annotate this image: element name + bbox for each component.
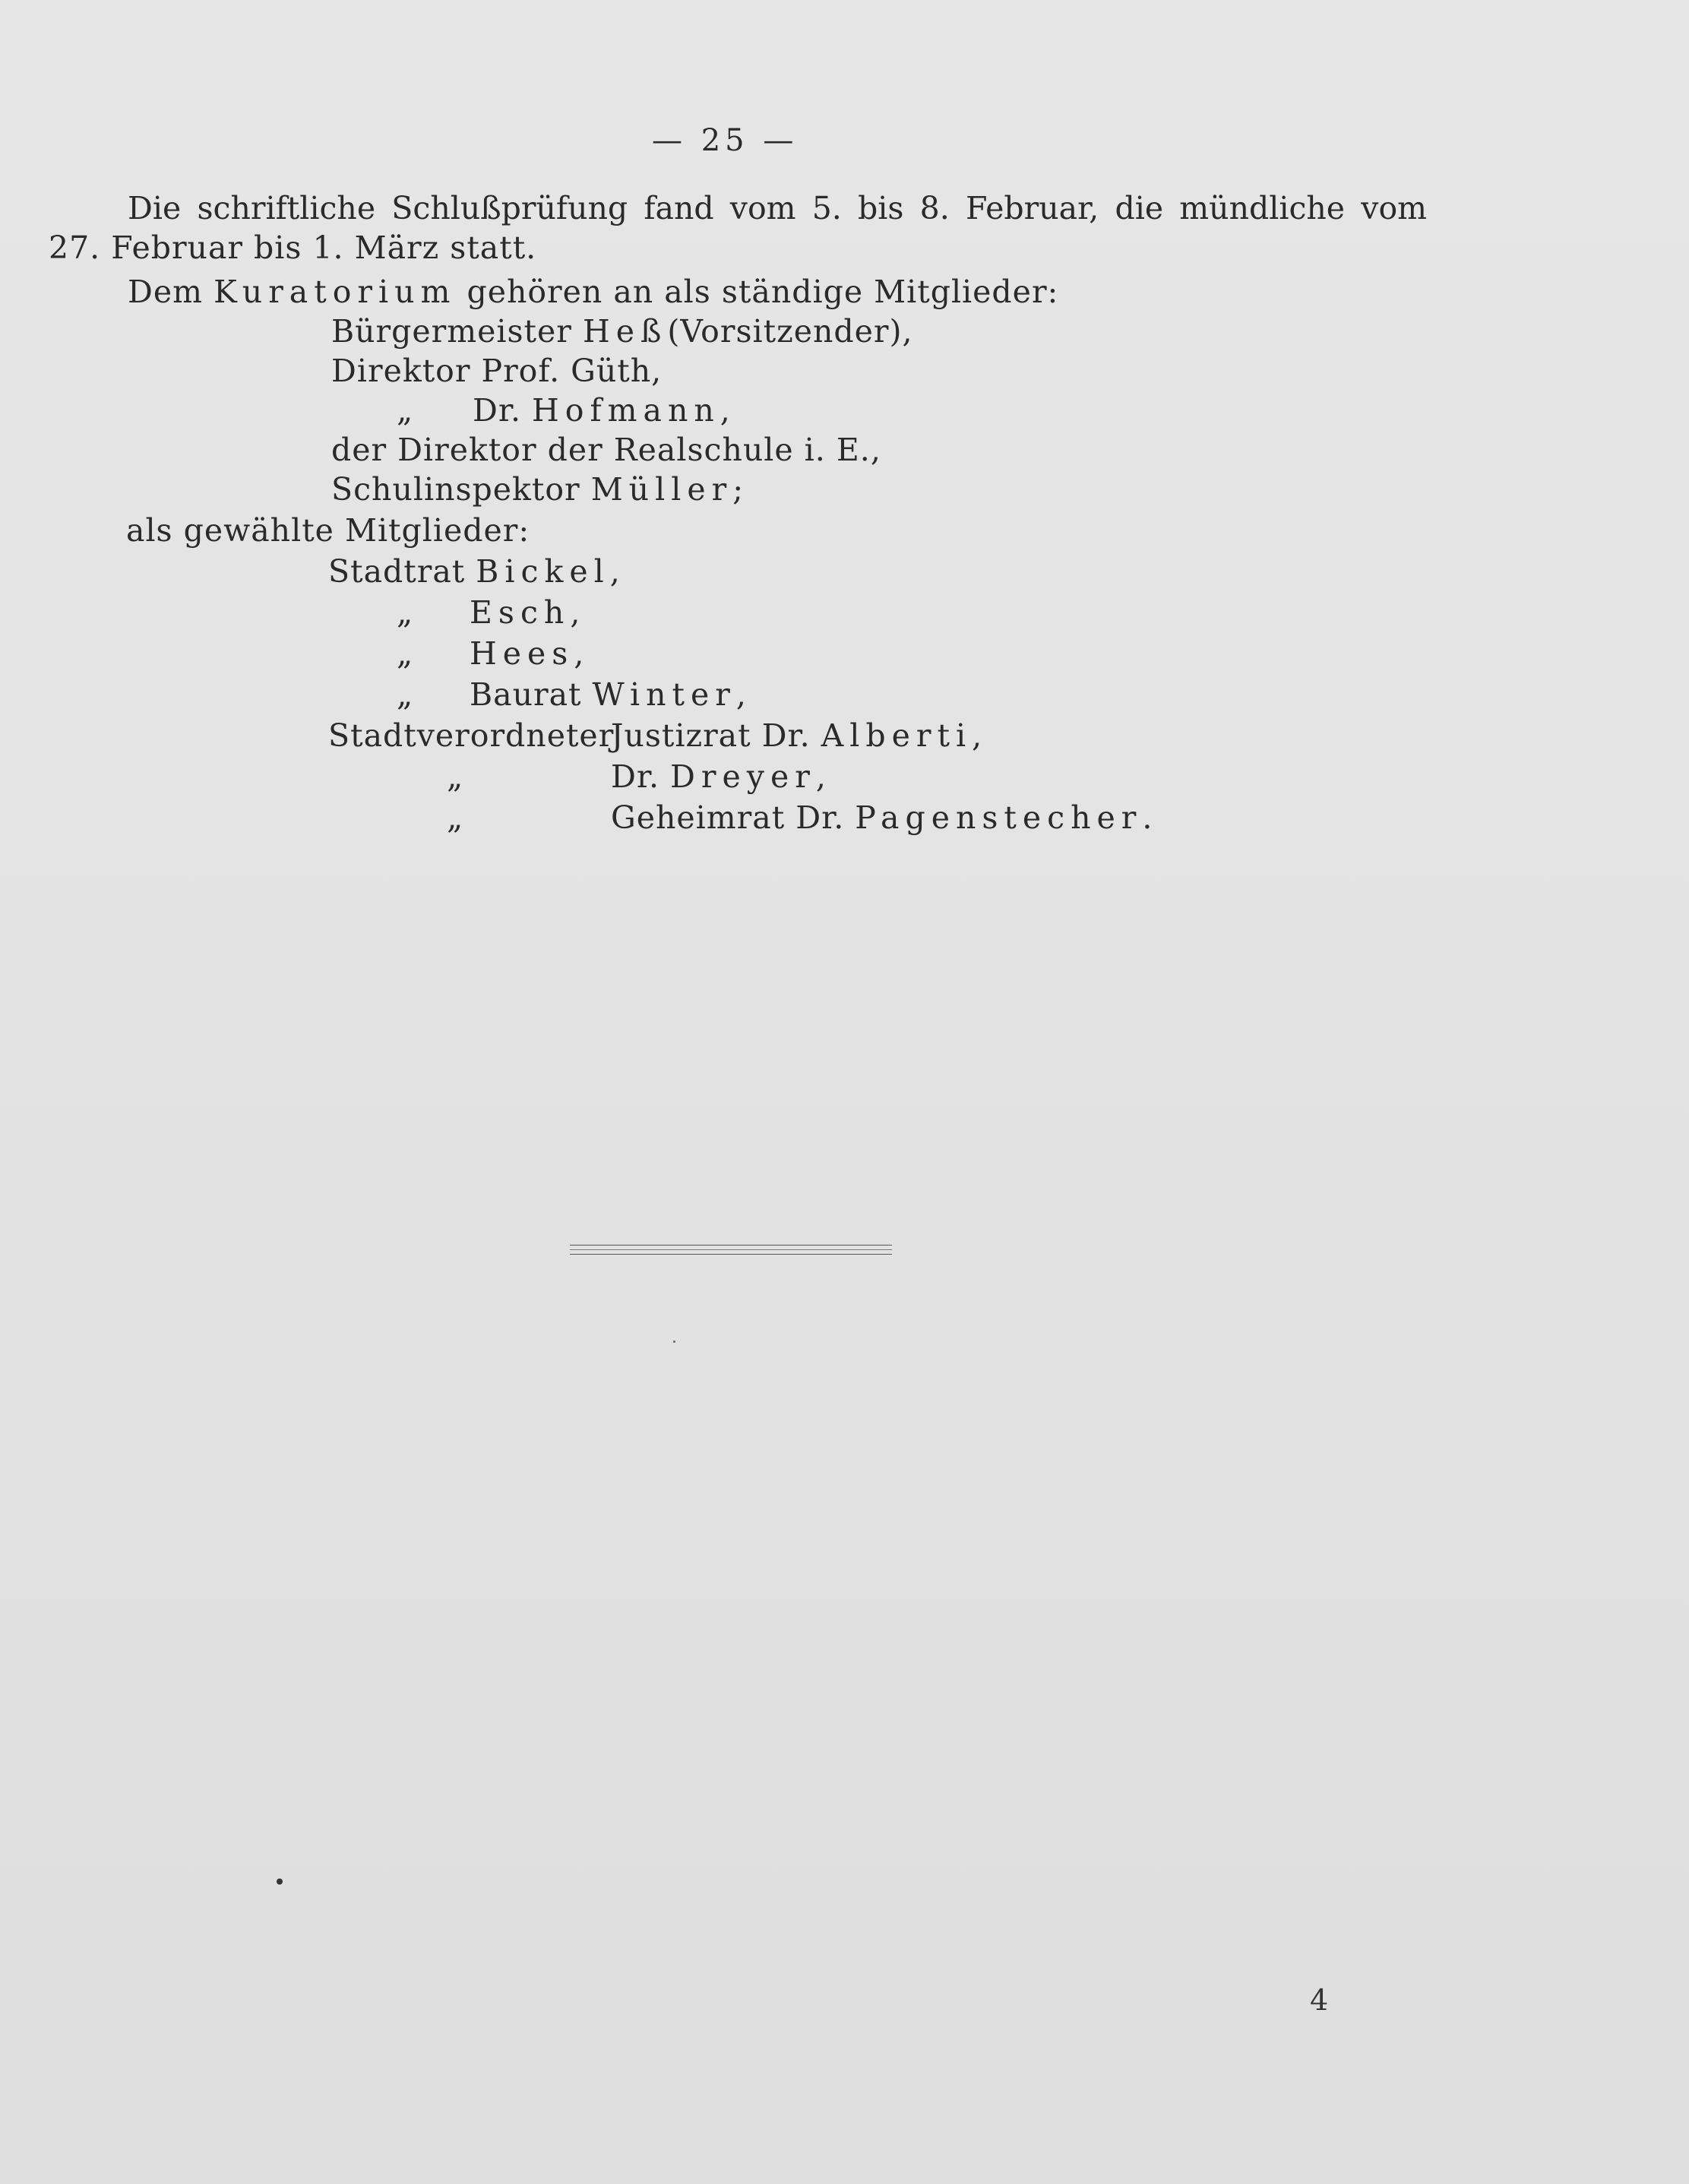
member-entry xyxy=(611,798,1153,837)
member-suffix: , xyxy=(570,594,581,631)
member-suffix: , xyxy=(574,635,585,672)
ditto-mark: „ xyxy=(397,635,414,672)
paragraph-line-1: Die schriftliche Schlußprüfung fand vom 5. bis 8. Februar, die mündliche vom xyxy=(128,190,1427,226)
member-row xyxy=(331,430,881,470)
member-suffix: , xyxy=(609,553,621,590)
member-prefix: der Direktor der Realschule i. E., xyxy=(331,432,881,468)
member-suffix: , xyxy=(972,717,983,754)
member-prefix: Baurat xyxy=(470,676,582,713)
member-prefix: Dr. xyxy=(473,392,521,429)
member-row xyxy=(328,716,983,755)
signature-mark: 4 xyxy=(1310,1983,1329,2017)
member-suffix: (Vorsitzender), xyxy=(667,313,913,350)
member-suffix: , xyxy=(735,676,747,713)
member-row xyxy=(331,351,662,391)
divider-rule-middle xyxy=(570,1249,892,1250)
member-prefix-2: Justizrat Dr. xyxy=(611,717,811,754)
divider-rule-top xyxy=(570,1245,892,1246)
member-entry xyxy=(470,675,747,714)
scan-speck xyxy=(673,1340,675,1343)
intro-prefix: Dem xyxy=(128,274,204,310)
member-prefix-2: Dr. xyxy=(611,758,659,795)
member-entry xyxy=(611,757,827,796)
member-suffix: , xyxy=(815,758,827,795)
ditto-mark: „ xyxy=(397,676,414,713)
intro-suffix: gehören an als ständige Mitglieder: xyxy=(467,274,1059,310)
member-row xyxy=(331,470,744,509)
member-name: Hees xyxy=(470,635,574,672)
ditto-mark: „ xyxy=(397,392,414,429)
member-row xyxy=(331,312,913,351)
member-name: Alberti xyxy=(821,717,973,754)
page-number: — 25 — xyxy=(652,123,799,158)
member-name: Esch xyxy=(470,594,571,631)
member-prefix: Bürgermeister xyxy=(331,313,572,350)
member-name: Bickel xyxy=(476,553,610,590)
member-prefix: Schulinspektor xyxy=(331,471,580,508)
member-entry xyxy=(470,634,584,673)
member-entry xyxy=(473,391,731,430)
elected-intro: als gewählte Mitglieder: xyxy=(126,512,530,549)
member-suffix: , xyxy=(720,392,731,429)
member-row xyxy=(328,552,621,591)
member-suffix: ; xyxy=(732,471,745,508)
member-name: Müller xyxy=(590,471,733,508)
member-prefix: Stadtrat xyxy=(328,553,466,590)
ditto-mark: „ xyxy=(447,758,464,795)
member-suffix: . xyxy=(1142,799,1153,836)
member-prefix: Direktor Prof. Güth, xyxy=(331,353,663,389)
member-name: Pagenstecher xyxy=(855,799,1143,836)
ditto-mark: „ xyxy=(447,799,464,836)
member-entry xyxy=(611,716,982,755)
member-name: Hofmann xyxy=(532,392,720,429)
kuratorium-intro xyxy=(128,272,1058,312)
scan-speck xyxy=(277,1879,283,1885)
intro-kuratorium: Kuratorium xyxy=(213,274,457,310)
member-name: Heß xyxy=(582,313,668,350)
member-name: Winter xyxy=(592,676,736,713)
ditto-mark: „ xyxy=(397,594,414,631)
member-prefix-2: Geheimrat Dr. xyxy=(611,799,845,836)
divider-rule-bottom xyxy=(570,1254,892,1255)
member-name: Dreyer xyxy=(670,758,816,795)
member-prefix: Stadtverordneter xyxy=(328,717,615,754)
paragraph-line-2: 27. Februar bis 1. März statt. xyxy=(49,229,537,266)
member-entry xyxy=(470,593,580,632)
